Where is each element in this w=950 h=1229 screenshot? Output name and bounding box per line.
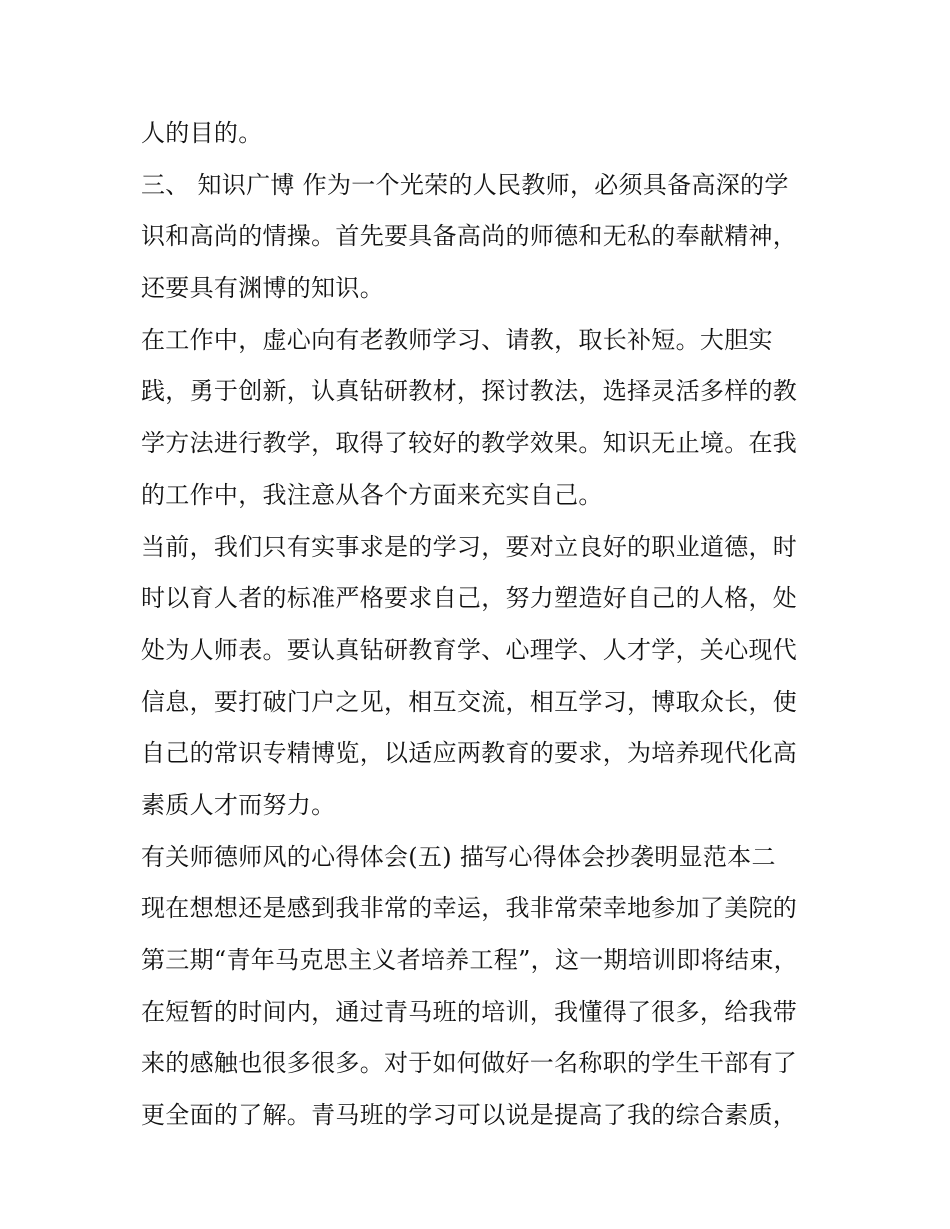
text-line: 处为人师表。要认真钻研教育学、心理学、人才学，关心现代 — [141, 635, 798, 664]
text-line: 在工作中，虚心向有老教师学习、请教，取长补短。大胆实 — [141, 325, 773, 354]
text-line: 现在想想还是感到我非常的幸运，我非常荣幸地参加了美院的 — [141, 894, 798, 923]
text-line: 素质人才而努力。 — [141, 790, 336, 819]
text-line: 自己的常识专精博览，以适应两教育的要求，为培养现代化高 — [141, 739, 798, 768]
text-line: 人的目的。 — [141, 119, 263, 147]
text-line: 在短暂的时间内，通过青马班的培训，我懂得了很多，给我带 — [141, 997, 798, 1026]
document-body — [141, 108, 821, 1142]
text-line: 当前，我们只有实事求是的学习，要对立良好的职业道德，时 — [141, 532, 798, 561]
text-line: 时以育人者的标准严格要求自己，努力塑造好自己的人格，处 — [141, 584, 798, 613]
text-line: 还要具有渊博的知识。 — [141, 274, 384, 303]
section-heading-line: 有关师德师风的心得体会(五) 描写心得体会抄袭明显范本二 — [141, 842, 776, 871]
text-line: 识和高尚的情操。首先要具备高尚的师德和无私的奉献精神， — [141, 222, 798, 251]
text-line: 三、 知识广博 作为一个光荣的人民教师，必须具备高深的学 — [141, 170, 789, 199]
text-line: 的工作中，我注意从各个方面来充实自己。 — [141, 480, 603, 509]
text-line: 践，勇于创新，认真钻研教材，探讨教法，选择灵活多样的教 — [141, 377, 798, 406]
text-line: 更全面的了解。青马班的学习可以说是提高了我的综合素质， — [141, 1101, 798, 1130]
text-line: 来的感触也很多很多。对于如何做好一名称职的学生干部有了 — [141, 1049, 798, 1078]
text-line: 学方法进行教学，取得了较好的教学效果。知识无止境。在我 — [141, 429, 798, 458]
text-line: 第三期“青年马克思主义者培养工程”，这一期培训即将结束， — [141, 946, 798, 974]
text-line: 信息，要打破门户之见，相互交流，相互学习，博取众长，使 — [141, 687, 798, 716]
